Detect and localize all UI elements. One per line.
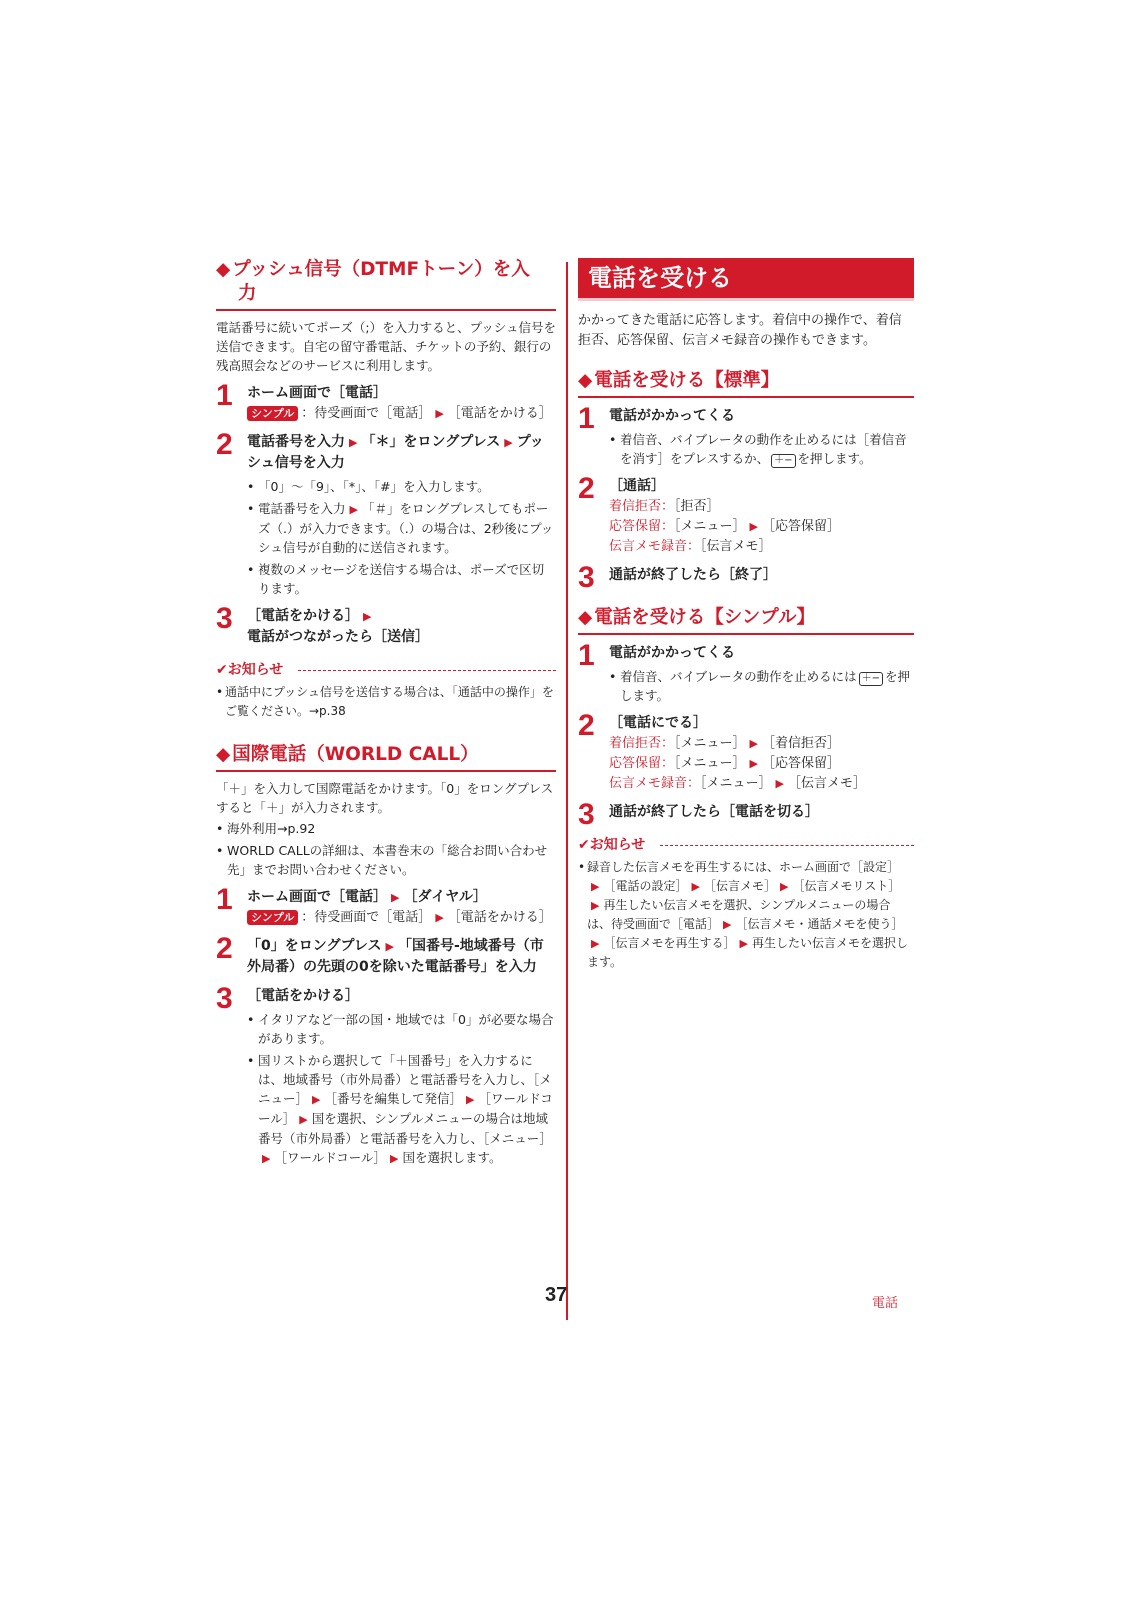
triangle-right-icon: ▶ bbox=[349, 436, 358, 449]
step-number: 2 bbox=[578, 472, 595, 505]
triangle-right-icon: ▶ bbox=[435, 911, 444, 924]
list-item: • イタリアなど一部の国・地域では「0」が必要な場合があります。 bbox=[247, 1010, 556, 1048]
triangle-right-icon: ▶ bbox=[779, 880, 789, 893]
standard-step-2: 2 ［通話］ 着信拒否：［拒否］ 応答保留：［メニュー］ ▶ ［応答保留］ 伝言メモ録音：［伝言メモ］ bbox=[578, 476, 914, 557]
dashed-rule bbox=[298, 670, 556, 671]
note-heading: ✔お知らせ bbox=[578, 835, 914, 855]
triangle-right-icon: ▶ bbox=[591, 880, 600, 893]
world-intro: 「＋」を入力して国際電話をかけます。「0」をロングプレスすると「＋」が入力されます。 bbox=[216, 781, 554, 815]
step-number: 1 bbox=[578, 639, 595, 672]
triangle-right-icon: ▶ bbox=[385, 940, 394, 953]
world-step-1: 1 ホーム画面で［電話］ ▶ ［ダイヤル］ シンプル ：待受画面で［電話］ ▶ ［電話をかける］ bbox=[216, 883, 552, 925]
dtmf-step-2: 2 電話番号を入力 ▶ 「＊」をロングプレス ▶ プッシュ信号を入力 • 「0」～「9」、「*」、「#」を入力します。 • 電話番号を入力 ▶ 「＃」をロングプレスしてもポーズ（.）が入力できます。（.）の場合は、2秒後にプッシュ信号が自動的に送信されます。 • 複数のメッセージを送信する場合は、ポーズで区切ります。 bbox=[216, 432, 556, 598]
diamond-icon: ◆ bbox=[216, 744, 231, 765]
list-item: • 海外利用→p.92 bbox=[216, 819, 556, 838]
triangle-right-icon: ▶ bbox=[262, 1152, 271, 1165]
triangle-right-icon: ▶ bbox=[749, 520, 758, 533]
step-number: 3 bbox=[216, 982, 233, 1015]
step-number: 2 bbox=[578, 709, 595, 742]
step-number: 3 bbox=[216, 602, 233, 635]
list-item: • 着信音、バイブレータの動作を止めるには［着信音を消す］をプレスするか、 ＋− を押します。 bbox=[609, 430, 914, 468]
note-item: • 通話中にプッシュ信号を送信する場合は、「通話中の操作」をご覧ください。→p.38 bbox=[216, 683, 556, 721]
simple-badge: シンプル bbox=[247, 910, 298, 925]
list-item: • WORLD CALLの詳細は、本書巻末の「総合お問い合わせ先」までお問い合わせください。 bbox=[216, 841, 556, 879]
volume-key-icon: ＋− bbox=[771, 454, 795, 468]
list-item: • 複数のメッセージを送信する場合は、ポーズで区切ります。 bbox=[247, 560, 556, 598]
option-row: 応答保留：［メニュー］ ▶ ［応答保留］ bbox=[609, 519, 841, 534]
triangle-right-icon: ▶ bbox=[749, 757, 758, 770]
triangle-right-icon: ▶ bbox=[591, 899, 600, 912]
heading-dtmf: ◆ プッシュ信号（DTMFトーン）を入 力 bbox=[216, 258, 556, 311]
list-item: • 着信音、バイブレータの動作を止めるには ＋− を押します。 bbox=[609, 667, 914, 705]
triangle-right-icon: ▶ bbox=[691, 880, 700, 893]
page-number: 37 bbox=[545, 1284, 568, 1306]
triangle-right-icon: ▶ bbox=[723, 918, 732, 931]
option-row: 着信拒否：［メニュー］ ▶ ［着信拒否］ bbox=[609, 736, 841, 751]
left-column bbox=[216, 258, 556, 1171]
note-heading: ✔お知らせ bbox=[216, 660, 556, 680]
step-number: 3 bbox=[578, 561, 595, 594]
option-row: 伝言メモ録音：［伝言メモ］ bbox=[609, 539, 772, 554]
heading-receive-standard: ◆ 電話を受ける【標準】 bbox=[578, 369, 914, 398]
simple-step-2: 2 ［電話にでる］ 着信拒否：［メニュー］ ▶ ［着信拒否］ 応答保留：［メニュー］ ▶ ［応答保留］ 伝言メモ録音：［メニュー］ ▶ ［伝言メモ］ bbox=[578, 713, 914, 794]
triangle-right-icon: ▶ bbox=[591, 937, 600, 950]
option-row: 伝言メモ録音：［メニュー］ ▶ ［伝言メモ］ bbox=[609, 776, 867, 791]
triangle-right-icon: ▶ bbox=[504, 436, 513, 449]
simple-badge: シンプル bbox=[247, 406, 298, 421]
step-number: 1 bbox=[216, 379, 233, 412]
world-step-2: 2 「0」をロングプレス ▶ 「国番号-地域番号（市外局番）の先頭の0を除いた電話番号」を入力 bbox=[216, 932, 544, 975]
dtmf-intro: 電話番号に続いてポーズ（;）を入力すると、プッシュ信号を送信できます。自宅の留守番電話、チケットの予約、銀行の残高照会などのサービスに利用します。 bbox=[216, 320, 556, 373]
simple-step-1: 1 電話がかかってくる • 着信音、バイブレータの動作を止めるには ＋− を押します。 bbox=[578, 643, 914, 705]
triangle-right-icon: ▶ bbox=[299, 1113, 308, 1126]
triangle-right-icon: ▶ bbox=[466, 1093, 475, 1106]
triangle-right-icon: ▶ bbox=[389, 1152, 399, 1165]
diamond-icon: ◆ bbox=[578, 607, 593, 628]
step-number: 2 bbox=[216, 932, 233, 965]
dtmf-step-3: 3 ［電話をかける］ ▶電話がつながったら［送信］ bbox=[216, 602, 429, 645]
column-divider bbox=[566, 262, 568, 1320]
receive-intro: かかってきた電話に応答します。着信中の操作で、着信拒否、応答保留、伝言メモ録音の操作もできます。 bbox=[578, 313, 902, 348]
list-item: • 「0」～「9」、「*」、「#」を入力します。 bbox=[247, 477, 556, 496]
triangle-right-icon: ▶ bbox=[775, 777, 784, 790]
list-item: • 国リストから選択して「＋国番号」を入力するには、地域番号（市外局番）と電話番号を入力し、［メニュー］ ▶ ［番号を編集して発信］ ▶ ［ワールドコール］ ▶ 国を選択、シンプルメニューの場合は地域番号（市外局番）と電話番号を入力し、［メニュー］▶ ［ワールドコール］ ▶ 国を選択します。 bbox=[247, 1051, 556, 1168]
world-step-3: 3 ［電話をかける］ • イタリアなど一部の国・地域では「0」が必要な場合があります。 • 国リストから選択して「＋国番号」を入力するには、地域番号（市外局番）と電話番号を入力し、［メニュー］ ▶ ［番号を編集して発信］ ▶ ［ワールドコール］ ▶ 国を選択、シンプルメニューの場合は地域番号（市外局番）と電話番号を入力し、［メニュー］▶ ［ワールドコール］ ▶ 国を選択します。 bbox=[216, 986, 556, 1168]
step-number: 3 bbox=[578, 798, 595, 831]
standard-step-3: 3 通話が終了したら［終了］ bbox=[578, 561, 777, 594]
triangle-right-icon: ▶ bbox=[349, 503, 358, 516]
list-item: • 電話番号を入力 ▶ 「＃」をロングプレスしてもポーズ（.）が入力できます。（.）の場合は、2秒後にプッシュ信号が自動的に送信されます。 bbox=[247, 499, 556, 557]
simple-step-3: 3 通話が終了したら［電話を切る］ bbox=[578, 798, 819, 831]
heading-receive-simple: ◆ 電話を受ける【シンプル】 bbox=[578, 606, 914, 635]
option-row: 着信拒否：［拒否］ bbox=[609, 499, 720, 514]
note-item: • 録音した伝言メモを再生するには、ホーム画面で［設定］▶ ［電話の設定］ ▶ ［伝言メモ］ ▶ ［伝言メモリスト］▶ 再生したい伝言メモを選択、シンプルメニューの場合は、待受画面で［電話］ ▶ ［伝言メモ・通話メモを使う］▶ ［伝言メモを再生する］ ▶ 再生したい伝言メモを選択します。 bbox=[578, 858, 914, 972]
dtmf-step-1: 1 ホーム画面で［電話］ シンプル ：待受画面で［電話］ ▶ ［電話をかける］ bbox=[216, 379, 552, 421]
step-number: 1 bbox=[216, 883, 233, 916]
section-banner: 電話を受ける bbox=[578, 258, 914, 301]
step-number: 1 bbox=[578, 402, 595, 435]
triangle-right-icon: ▶ bbox=[312, 1093, 321, 1106]
diamond-icon: ◆ bbox=[578, 370, 593, 391]
right-column bbox=[578, 258, 914, 972]
diamond-icon: ◆ bbox=[216, 259, 231, 280]
step-number: 2 bbox=[216, 428, 233, 461]
volume-key-icon: ＋− bbox=[859, 672, 883, 686]
standard-step-1: 1 電話がかかってくる • 着信音、バイブレータの動作を止めるには［着信音を消す］をプレスするか、 ＋− を押します。 bbox=[578, 406, 914, 468]
option-row: 応答保留：［メニュー］ ▶ ［応答保留］ bbox=[609, 756, 841, 771]
dashed-rule bbox=[660, 845, 914, 846]
section-label: 電話 bbox=[872, 1296, 899, 1311]
triangle-right-icon: ▶ bbox=[749, 737, 758, 750]
triangle-right-icon: ▶ bbox=[363, 610, 372, 623]
triangle-right-icon: ▶ bbox=[391, 891, 400, 904]
triangle-right-icon: ▶ bbox=[739, 937, 748, 950]
triangle-right-icon: ▶ bbox=[435, 407, 444, 420]
heading-world-call: ◆ 国際電話（WORLD CALL） bbox=[216, 743, 556, 772]
